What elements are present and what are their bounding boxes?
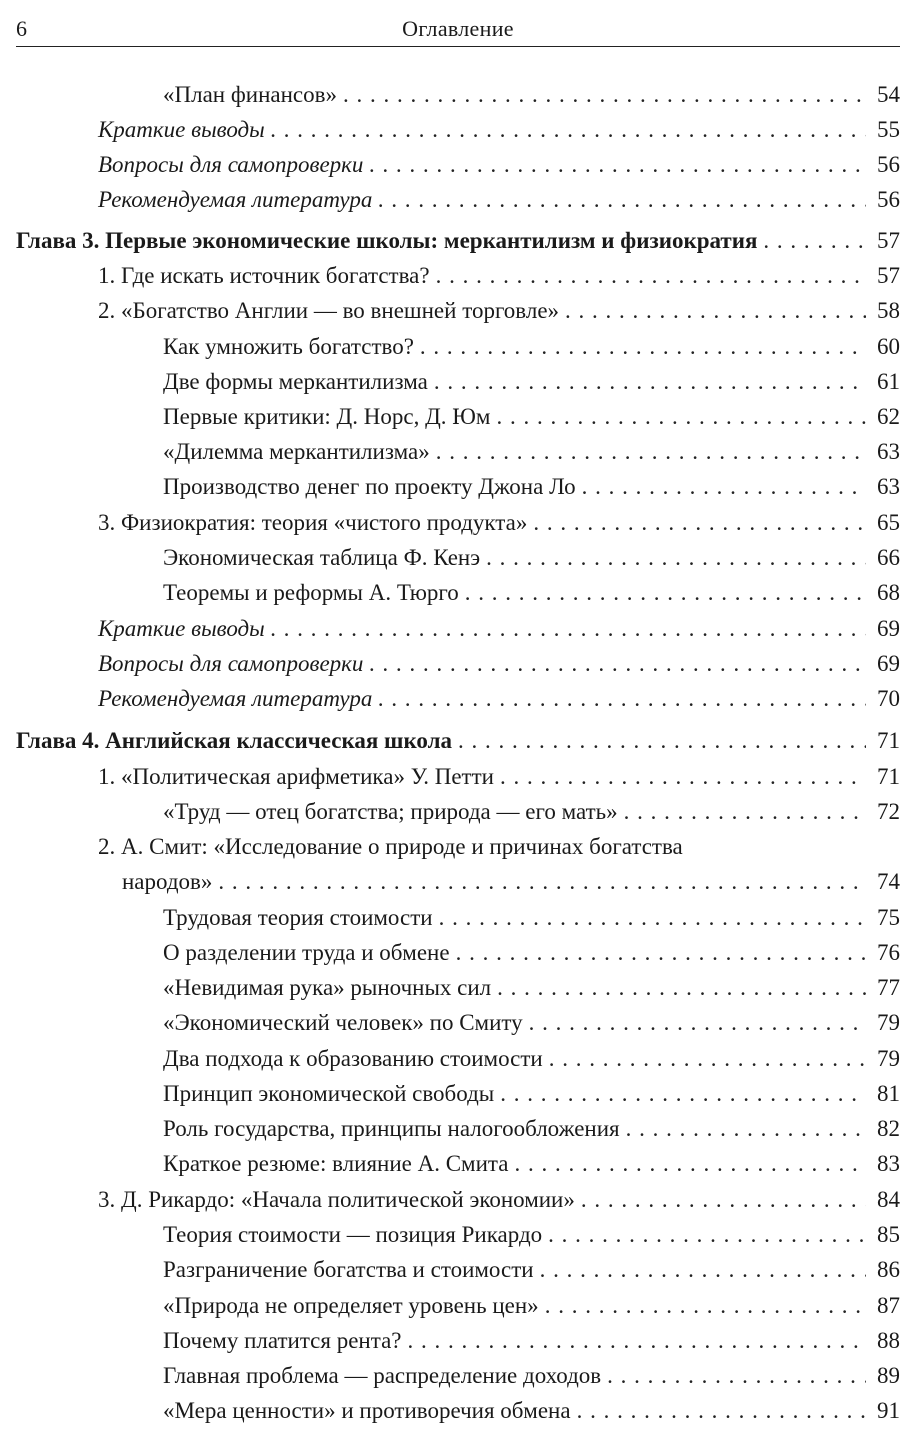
toc-entry-title: «Природа не определяет уровень цен»: [163, 1293, 539, 1318]
toc-entry-page: 63: [877, 474, 900, 499]
toc-entry-page: 91: [877, 1398, 900, 1423]
toc-entry[interactable]: [163, 576, 900, 610]
dot-leader: [271, 113, 866, 147]
toc-entry[interactable]: [98, 682, 900, 716]
page-header: [16, 8, 900, 47]
toc-entry-page: 56: [877, 152, 900, 177]
dot-leader: [343, 78, 866, 112]
toc-entry[interactable]: [163, 365, 900, 399]
toc-entry-title: «Труд — отец богатства; природа — его мать»: [163, 799, 618, 824]
dot-leader: [514, 1147, 866, 1181]
page-number: 6: [16, 16, 27, 41]
toc-entry-page: 89: [877, 1363, 900, 1388]
toc-entry-title: народов»: [122, 869, 213, 894]
toc-entry-title: «Экономический человек» по Смиту: [163, 1010, 523, 1035]
toc-entry[interactable]: [98, 183, 900, 217]
toc-entry-page: 76: [877, 940, 900, 965]
toc-entry-page: 69: [877, 616, 900, 641]
dot-leader: [529, 1006, 866, 1040]
dot-leader: [408, 1324, 867, 1358]
toc-entry[interactable]: [163, 1253, 900, 1287]
toc-entry-page: 85: [877, 1222, 900, 1247]
toc-entry-page: 79: [877, 1046, 900, 1071]
toc-entry[interactable]: [163, 1147, 900, 1181]
toc-entry-page: 86: [877, 1257, 900, 1282]
toc-entry-page: 83: [877, 1151, 900, 1176]
toc-entry[interactable]: [98, 1183, 900, 1217]
dot-leader: [434, 365, 866, 399]
toc-entry-page: 74: [877, 869, 900, 894]
dot-leader: [369, 647, 866, 681]
toc-entry-page: 57: [877, 228, 900, 253]
dot-leader: [624, 795, 866, 829]
toc-entry[interactable]: [163, 936, 900, 970]
toc-entry-page: 60: [877, 334, 900, 359]
toc-entry-page: 82: [877, 1116, 900, 1141]
toc-entry[interactable]: [163, 435, 900, 469]
toc-entry-title: «Мера ценности» и противоречия обмена: [163, 1398, 571, 1423]
dot-leader: [626, 1112, 866, 1146]
toc-entry-title: Глава 3. Первые экономические школы: меркантилизм и физиократия: [16, 228, 758, 253]
toc-entry-title: Производство денег по проекту Джона Ло: [163, 474, 576, 499]
toc-entry[interactable]: [163, 541, 900, 575]
toc-entry[interactable]: [163, 330, 900, 364]
dot-leader: [496, 400, 866, 434]
toc-entry-title: Краткое резюме: влияние А. Смита: [163, 1151, 509, 1176]
toc-entry-page: 68: [877, 580, 900, 605]
toc-entry-title: 1. Где искать источник богатства?: [98, 263, 430, 288]
toc-entry[interactable]: [163, 1289, 900, 1323]
toc-entry-page: 54: [877, 82, 900, 107]
dot-leader: [500, 760, 866, 794]
toc-entry-title: Вопросы для самопроверки: [98, 651, 364, 676]
toc-entry-title: Трудовая теория стоимости: [163, 905, 433, 930]
toc-entry-page: 61: [877, 369, 900, 394]
dot-leader: [439, 901, 866, 935]
dot-leader: [548, 1218, 866, 1252]
toc-entry-title: Теория стоимости — позиция Рикардо: [163, 1222, 543, 1247]
dot-leader: [540, 1253, 866, 1287]
toc-entry-page: 56: [877, 187, 900, 212]
toc-entry[interactable]: [163, 1112, 900, 1146]
toc-entry[interactable]: [98, 612, 900, 646]
toc-entry[interactable]: [163, 1394, 900, 1428]
toc-entry-title: Две формы меркантилизма: [163, 369, 428, 394]
toc-entry[interactable]: [163, 1218, 900, 1252]
dot-leader: [369, 148, 866, 182]
dot-leader: [545, 1289, 866, 1323]
dot-leader: [436, 259, 866, 293]
toc-entry-title: 1. «Политическая арифметика» У. Петти: [98, 764, 494, 789]
toc-entry-title: Два подхода к образованию стоимости: [163, 1046, 543, 1071]
toc-entry[interactable]: [98, 294, 900, 328]
toc-entry-title: Глава 4. Английская классическая школа: [16, 728, 453, 753]
toc-entry-title: «План финансов»: [163, 82, 337, 107]
toc-entry-title: 2. «Богатство Англии — во внешней торговле»: [98, 298, 560, 323]
dot-leader: [565, 294, 866, 328]
toc-entry-title: О разделении труда и обмене: [163, 940, 450, 965]
toc-entry-page: 72: [877, 799, 900, 824]
dot-leader: [582, 470, 866, 504]
toc-entry-wrapped-line[interactable]: 2. А. Смит: «Исследование о природе и причинах богатства: [98, 834, 683, 859]
toc-entry-title: Теоремы и реформы А. Тюрго: [163, 580, 459, 605]
toc-entry[interactable]: [163, 1042, 900, 1076]
toc-entry-page: 62: [877, 404, 900, 429]
dot-leader: [497, 971, 866, 1005]
toc-entry-page: 77: [877, 975, 900, 1000]
dot-leader: [763, 224, 866, 258]
dot-leader: [581, 1183, 866, 1217]
toc-entry-page: 58: [877, 298, 900, 323]
toc-entry-page: 79: [877, 1010, 900, 1035]
toc-entry-page: 70: [877, 686, 900, 711]
toc-chapter-entry[interactable]: [16, 724, 900, 758]
running-title: Оглавление: [402, 16, 514, 41]
dot-leader: [549, 1042, 866, 1076]
toc-entry-page: 57: [877, 263, 900, 288]
toc-entry[interactable]: [163, 1077, 900, 1111]
toc-entry[interactable]: [163, 78, 900, 112]
toc-entry-page: 75: [877, 905, 900, 930]
toc-entry[interactable]: [98, 148, 900, 182]
toc-entry-title: 3. Физиократия: теория «чистого продукта»: [98, 510, 528, 535]
toc-entry-page: 81: [877, 1081, 900, 1106]
toc-entry-page: 66: [877, 545, 900, 570]
toc-entry-page: 55: [877, 117, 900, 142]
dot-leader: [378, 183, 866, 217]
dot-leader: [378, 682, 866, 716]
toc-entry-page: 87: [877, 1293, 900, 1318]
dot-leader: [436, 435, 866, 469]
toc-entry[interactable]: [163, 1006, 900, 1040]
dot-leader: [271, 612, 866, 646]
dot-leader: [465, 576, 866, 610]
dot-leader: [533, 506, 866, 540]
toc-entry-title: Как умножить богатство?: [163, 334, 414, 359]
toc-entry-title: Краткие выводы: [98, 616, 265, 641]
toc-entry-title: 3. Д. Рикардо: «Начала политической экономии»: [98, 1187, 575, 1212]
toc-entry-title: «Дилемма меркантилизма»: [163, 439, 430, 464]
toc-chapter-entry[interactable]: [16, 224, 900, 258]
toc-entry-title: Роль государства, принципы налогообложения: [163, 1116, 620, 1141]
toc-entry-page: 63: [877, 439, 900, 464]
toc-entry[interactable]: [163, 901, 900, 935]
toc-entry[interactable]: [98, 760, 900, 794]
toc-entry-title: Краткие выводы: [98, 117, 265, 142]
toc-entry-title: Почему платится рента?: [163, 1328, 402, 1353]
toc-entry-page: 65: [877, 510, 900, 535]
dot-leader: [486, 541, 866, 575]
toc-entry-title: Рекомендуемая литература: [98, 686, 373, 711]
dot-leader: [218, 865, 866, 899]
dot-leader: [500, 1077, 866, 1111]
dot-leader: [577, 1394, 866, 1428]
toc-entry[interactable]: [163, 795, 900, 829]
toc-entry-title: Главная проблема — распределение доходов: [163, 1363, 602, 1388]
toc-entry[interactable]: [98, 506, 900, 540]
toc-entry[interactable]: [163, 1359, 900, 1393]
toc-entry[interactable]: [122, 865, 900, 899]
toc-entry-title: Вопросы для самопроверки: [98, 152, 364, 177]
toc-entry[interactable]: [163, 971, 900, 1005]
toc-entry-title: Экономическая таблица Ф. Кенэ: [163, 545, 481, 570]
toc-entry-page: 71: [877, 728, 900, 753]
toc-entry-title: «Невидимая рука» рыночных сил: [163, 975, 492, 1000]
toc-entry-page: 71: [877, 764, 900, 789]
toc-entry-title: Первые критики: Д. Норс, Д. Юм: [163, 404, 491, 429]
toc-entry[interactable]: [98, 113, 900, 147]
toc-entry[interactable]: [163, 1324, 900, 1358]
toc-entry-page: 84: [877, 1187, 900, 1212]
toc-entry[interactable]: [98, 647, 900, 681]
dot-leader: [607, 1359, 866, 1393]
dot-leader: [458, 724, 866, 758]
toc-entry[interactable]: [98, 259, 900, 293]
toc-entry-title: Принцип экономической свободы: [163, 1081, 495, 1106]
toc-entry-page: 69: [877, 651, 900, 676]
toc-entry[interactable]: [163, 400, 900, 434]
toc-entry-title: Разграничение богатства и стоимости: [163, 1257, 534, 1282]
dot-leader: [456, 936, 866, 970]
toc-entry[interactable]: [163, 470, 900, 504]
toc-entry-title: Рекомендуемая литература: [98, 187, 373, 212]
toc-entry-page: 88: [877, 1328, 900, 1353]
dot-leader: [420, 330, 866, 364]
